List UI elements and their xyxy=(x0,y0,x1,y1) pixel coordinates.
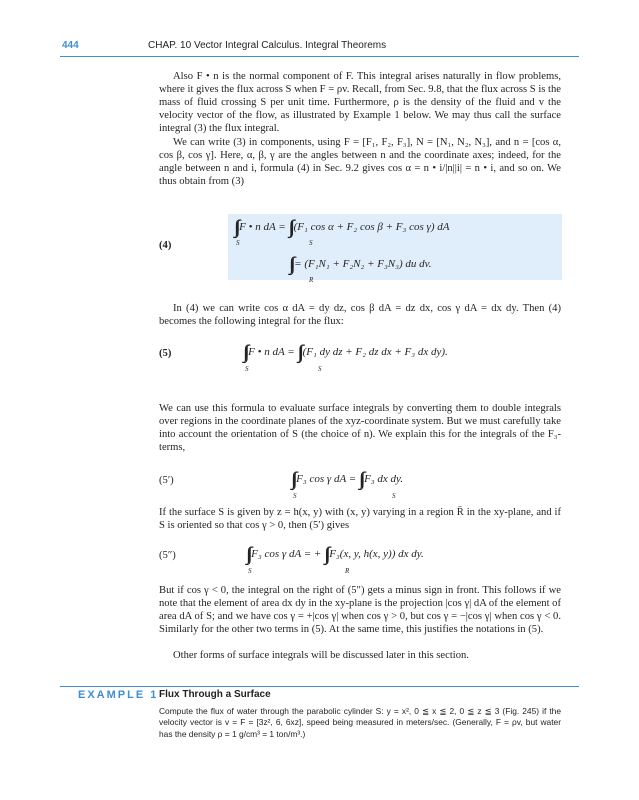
subscript-r: R xyxy=(345,567,350,575)
equation-5-double-prime xyxy=(246,544,424,566)
subscript-s: S xyxy=(245,365,249,373)
subscript-s: S xyxy=(309,239,313,247)
double-integral: ∫∫ xyxy=(234,217,237,238)
double-integral: ∫∫ xyxy=(246,544,249,565)
double-integral: ∫∫ xyxy=(289,254,292,275)
paragraph-5: If the surface S is given by z = h(x, y) with (x, y) varying in a region R̄ in the xy-plane, and if S is oriented so that cos γ > 0, then (5′) gives xyxy=(159,507,561,531)
equation-5-prime-label: (5′) xyxy=(159,475,174,486)
equation-5-lhs: F • n dA = xyxy=(248,346,295,358)
equation-5-rhs: (F₁ dy dz + F₂ dz dx + F₃ dx dy). xyxy=(302,346,448,358)
header-rule xyxy=(60,56,579,57)
equation-4-rhs: (F₁ cos α + F₂ cos β + F₃ cos γ) dA xyxy=(293,221,450,233)
equation-4-line-2 xyxy=(289,254,431,276)
chapter-title: CHAP. 10 Vector Integral Calculus. Integral Theorems xyxy=(148,40,387,51)
paragraph-2: We can write (3) in components, using F = [F₁, F₂, F₃], N = [N₁, N₂, N₃], and n = [cos α, cos β, cos γ]. Here, α, β, γ are the angles between n and the coordinate axes; indeed, for the angle between n and i, formula (4) in Sec. 9.2 gives cos α = n • i/|n||i| = n • i, and so on. We thus obtain from (3) xyxy=(159,137,561,187)
example-rule xyxy=(60,686,579,687)
paragraph-4: We can use this formula to evaluate surface integrals by converting them to double integrals over regions in the coordinate planes of the xyz-coordinate system. But we must carefully take into account the orientation of S (the choice of n). We explain this for the integrals of the F₃-terms, xyxy=(159,403,561,453)
example-label: EXAMPLE 1 xyxy=(78,689,159,701)
subscript-r: R xyxy=(309,276,314,284)
paragraph-1: Also F • n is the normal component of F. This integral arises naturally in flow problems, where it gives the flux across S when F = ρv. Recall, from Sec. 9.8, that the flux across S is the mass of fluid crossing S per unit time. Furthermore, ρ is the density of the fluid and v the velocity vector of the flow, as illustrated by Example 1 below. We may thus call the surface integral (3) the flux integral. xyxy=(159,71,561,134)
equation-4-rhs-2: = (F₁N₁ + F₂N₂ + F₃N₃) du dv. xyxy=(294,258,432,270)
subscript-s: S xyxy=(392,492,396,500)
equation-5-double-prime-label: (5″) xyxy=(159,550,176,561)
example-text: Compute the flux of water through the parabolic cylinder S: y = x², 0 ≦ x ≦ 2, 0 ≦ z ≦ 3 (Fig. 245) if the velocity vector is v = F = [3z², 6, 6xz], speed being measured in meters/sec. (Generally, F = ρv, but water has the density ρ = 1 g/cm³ = 1 ton/m³.) xyxy=(159,706,561,739)
double-integral: ∫∫ xyxy=(324,544,327,565)
equation-5-label: (5) xyxy=(159,348,172,359)
example-title: Flux Through a Surface xyxy=(159,689,271,700)
double-integral: ∫∫ xyxy=(297,342,300,363)
equation-4-lhs: F • n dA = xyxy=(239,221,286,233)
double-integral: ∫∫ xyxy=(288,217,291,238)
equation-5 xyxy=(243,342,448,364)
paragraph-6: But if cos γ < 0, the integral on the right of (5″) gets a minus sign in front. This follows if we note that the element of area dx dy in the xy-plane is the projection |cos γ| dA of the element of area dA of S; and we have cos γ = +|cos γ| when cos γ > 0, but cos γ = −|cos γ| when cos γ < 0. Similarly for the other two terms in (5). At the same time, this justifies the notations in (5). xyxy=(159,585,561,635)
paragraph-3: In (4) we can write cos α dA = dy dz, cos β dA = dz dx, cos γ dA = dx dy. Then (4) becomes the following integral for the flux: xyxy=(159,303,561,327)
paragraph-7: Other forms of surface integrals will be discussed later in this section. xyxy=(173,650,469,661)
running-header xyxy=(0,40,639,54)
equation-4-line-1 xyxy=(234,217,449,239)
subscript-s: S xyxy=(318,365,322,373)
double-integral: ∫∫ xyxy=(291,469,294,490)
equation-5-prime-lhs: F₃ cos γ dA = xyxy=(296,473,357,485)
subscript-s: S xyxy=(248,567,252,575)
double-integral: ∫∫ xyxy=(243,342,246,363)
equation-5-double-prime-lhs: F₃ cos γ dA = + xyxy=(251,548,322,560)
subscript-s: S xyxy=(293,492,297,500)
equation-5-prime-rhs: F₃ dx dy. xyxy=(364,473,404,485)
equation-5-prime xyxy=(291,469,403,491)
equation-4-label: (4) xyxy=(159,240,172,251)
double-integral: ∫∫ xyxy=(358,469,362,490)
equation-5-double-prime-rhs: F₃(x, y, h(x, y)) dx dy. xyxy=(329,548,424,560)
subscript-s: S xyxy=(236,239,240,247)
page-number: 444 xyxy=(62,40,79,51)
